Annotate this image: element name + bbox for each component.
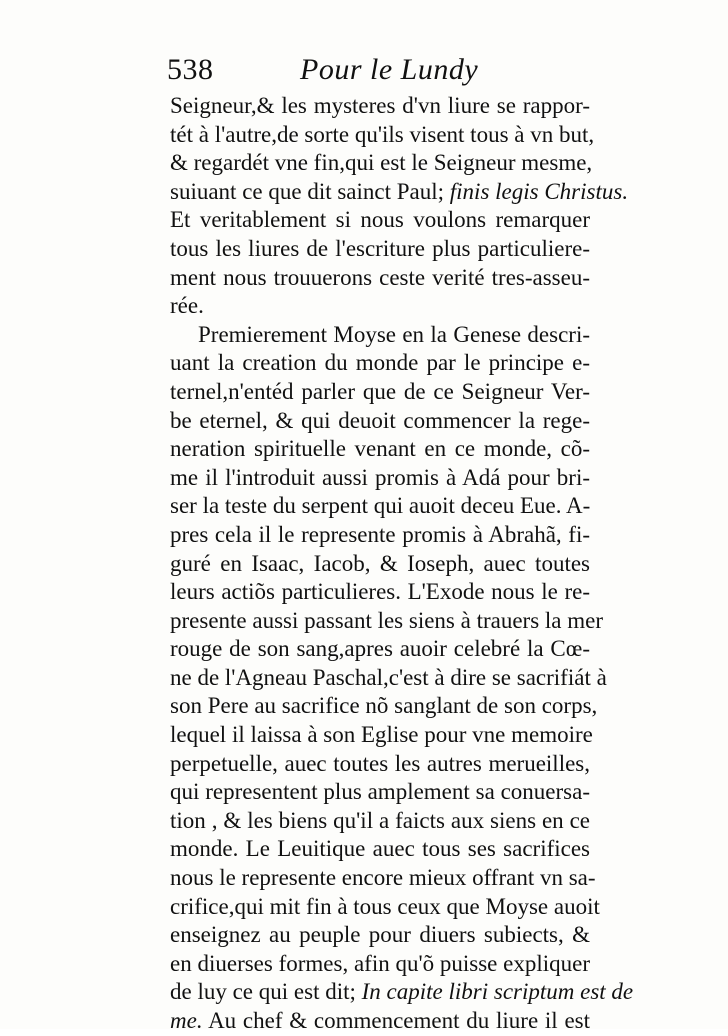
text-line <box>170 492 590 521</box>
text-line <box>170 835 590 864</box>
text-segment: suiuant ce que dit sainct Paul; <box>170 178 450 204</box>
text-line <box>170 607 604 636</box>
text-line <box>170 893 600 922</box>
text-segment: presente aussi passant les siens à trauers la mer <box>170 607 604 633</box>
text-segment: ternel,n'entéd parler que de ce Seigneur Ver- <box>170 378 590 404</box>
text-line <box>170 378 590 407</box>
text-line <box>170 921 590 950</box>
italic-latin-quote: In capite libri scriptum est de <box>361 979 634 1005</box>
text-segment: & regardét vne fin,qui est le Seigneur mesme, <box>170 150 593 176</box>
text-line <box>170 349 590 378</box>
text-line <box>170 92 590 121</box>
text-line <box>170 750 590 779</box>
text-segment: de luy ce qui est dit; <box>170 979 362 1005</box>
text-line <box>170 235 590 264</box>
page-number: 538 <box>167 53 214 86</box>
text-line <box>170 521 590 550</box>
text-segment: Et veritablement si nous voulons remarquer <box>170 207 590 233</box>
text-segment: qui representent plus amplement sa conuersa- <box>170 779 590 805</box>
text-segment: Premierement Moyse en la Genese descri- <box>198 321 590 347</box>
text-segment: Seigneur,& les mysteres d'vn liure se rappor- <box>170 93 590 118</box>
text-segment: enseignez au peuple pour diuers subiects, & <box>170 922 590 948</box>
text-segment: monde. Le Leuitique auec tous ses sacrifices <box>170 836 590 862</box>
text-line <box>170 950 590 979</box>
text-segment: neration spirituelle venant en ce monde, cõ- <box>170 436 590 462</box>
text-segment: son Pere au sacrifice nõ sanglant de son corps, <box>170 693 598 719</box>
text-line <box>170 635 590 664</box>
text-line <box>170 1007 590 1036</box>
text-line <box>170 778 590 807</box>
text-segment: rée. <box>170 293 204 319</box>
text-segment: pres cela il le represente promis à Abrahã, fi- <box>170 521 590 547</box>
italic-latin-quote: me. <box>170 1008 203 1033</box>
body-text <box>170 92 634 1036</box>
text-line <box>170 206 590 235</box>
text-line <box>170 864 596 893</box>
text-line <box>170 149 593 178</box>
text-segment: uant la creation du monde par le principe e- <box>170 350 590 376</box>
text-line <box>170 321 590 350</box>
text-line <box>170 664 607 693</box>
running-head: Pour le Lundy <box>300 53 479 86</box>
text-line <box>170 178 629 207</box>
text-segment: crifice,qui mit fin à tous ceux que Moyse auoit <box>170 893 600 919</box>
text-line <box>170 264 590 293</box>
text-segment: Au chef & commencement du liure il est <box>202 1008 590 1033</box>
text-line <box>170 121 595 150</box>
text-line <box>170 464 590 493</box>
text-segment: tét à l'autre,de sorte qu'ils visent tous à vn but, <box>170 121 595 147</box>
text-segment: ment nous trouuerons ceste verité tres-asseu- <box>170 264 590 290</box>
text-segment: nous le represente encore mieux offrant vn sa- <box>170 865 596 891</box>
text-segment: be eternel, & qui deuoit commencer la rege- <box>170 407 590 433</box>
text-line <box>170 578 590 607</box>
text-segment: me il l'introduit aussi promis à Adá pour bri- <box>170 464 590 490</box>
text-segment: en diuerses formes, afin qu'õ puisse expliquer <box>170 950 590 976</box>
text-segment: ser la teste du serpent qui auoit deceu Eue. A- <box>170 493 591 519</box>
text-line <box>170 435 590 464</box>
text-line <box>170 807 590 836</box>
text-segment: perpetuelle, auec toutes les autres merueilles, <box>170 750 590 776</box>
text-segment: guré en Isaac, Iacob, & Ioseph, auec toutes <box>170 550 590 576</box>
text-line <box>170 407 590 436</box>
text-segment: lequel il laissa à son Eglise pour vne memoire <box>170 722 593 748</box>
text-line <box>170 550 590 579</box>
italic-latin-quote: finis legis Christus. <box>449 178 629 204</box>
text-line <box>170 721 593 750</box>
text-segment: rouge de son sang,apres auoir celebré la Cœ- <box>170 636 590 662</box>
text-segment: ne de l'Agneau Paschal,c'est à dire se sacrifiát à <box>170 664 607 690</box>
text-line <box>170 292 590 321</box>
text-segment: tous les liures de l'escriture plus particuliere- <box>170 235 590 261</box>
text-line <box>170 692 598 721</box>
text-segment: tion , & les biens qu'il a faicts aux siens en ce <box>170 807 590 833</box>
text-line <box>170 978 634 1007</box>
text-segment: leurs actiõs particulieres. L'Exode nous le re- <box>170 579 590 605</box>
